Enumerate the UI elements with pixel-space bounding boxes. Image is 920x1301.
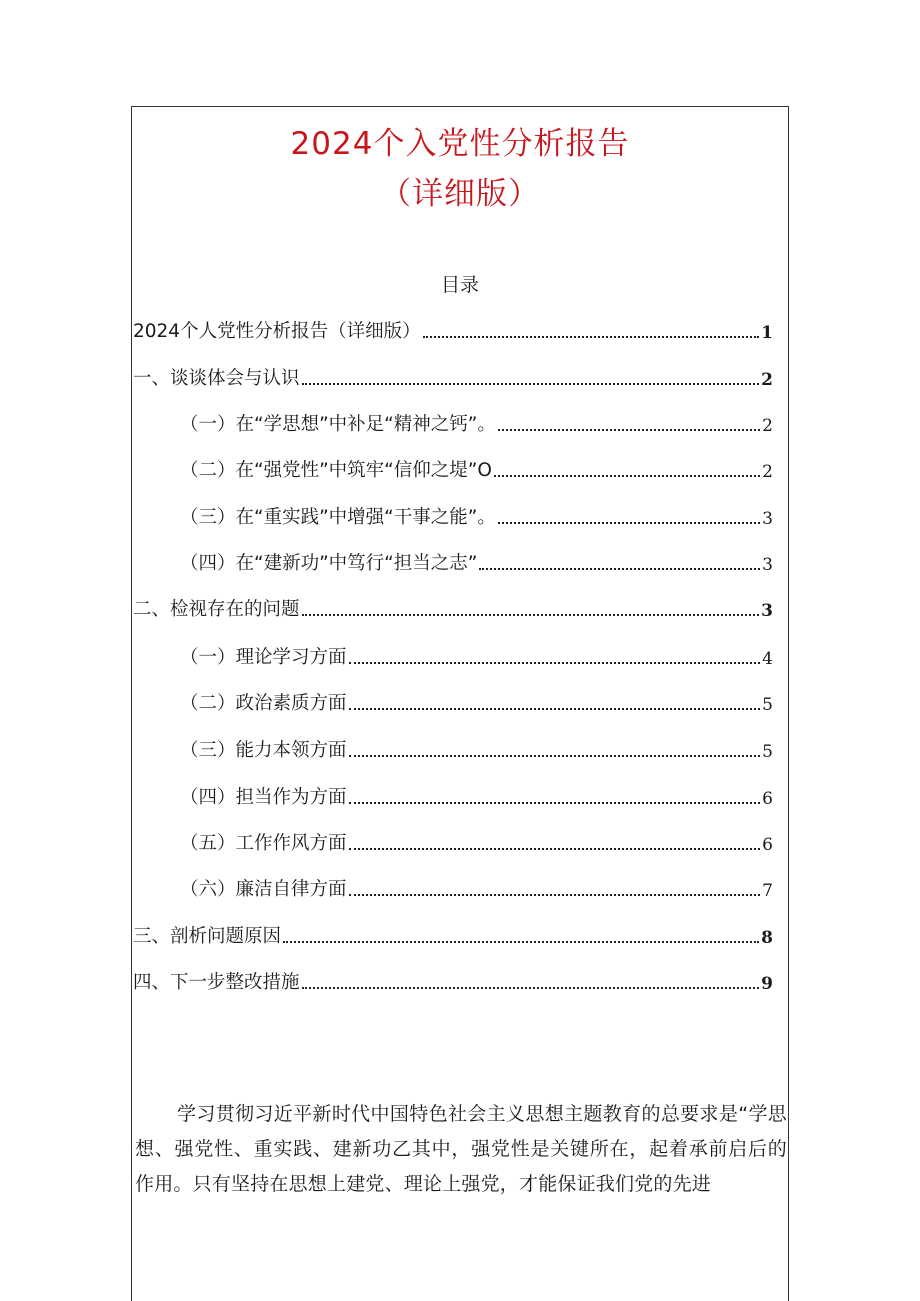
toc-page-number: 4	[762, 649, 773, 669]
toc-leader	[349, 802, 761, 804]
toc-page-number: 6	[762, 789, 773, 809]
toc-entry-label: 2024个人党性分析报告（详细版）	[133, 321, 421, 342]
toc-entry-section-2-3[interactable]	[180, 736, 773, 762]
toc-entry-section-3[interactable]	[133, 922, 773, 948]
toc-entry-section-2-4[interactable]	[180, 783, 773, 809]
toc-entry-section-2-2[interactable]	[180, 689, 773, 715]
toc-leader	[349, 894, 761, 896]
toc-leader	[349, 708, 761, 710]
toc-entry-section-1[interactable]	[133, 364, 773, 390]
toc-page-number: 3	[762, 555, 773, 575]
toc-entry-section-2-1[interactable]	[180, 643, 773, 669]
toc-entry-label: （三）在“重实践”中增强“干事之能”。	[180, 507, 496, 528]
toc-entry-label: （二）政治素质方面	[180, 693, 347, 714]
toc-page-number: 2	[762, 462, 773, 482]
toc-page-number: 8	[761, 928, 773, 948]
toc-page-number: 5	[762, 695, 773, 715]
toc-page-number: 3	[762, 509, 773, 529]
toc-leader	[302, 383, 760, 385]
toc-heading: 目录	[440, 274, 479, 296]
toc-entry-section-2-6[interactable]	[180, 875, 773, 901]
document-subtitle: （详细版）	[380, 176, 540, 212]
toc-entry-report-title[interactable]	[133, 317, 773, 343]
toc-entry-section-2-5[interactable]	[180, 829, 773, 855]
toc-entry-label: （一）理论学习方面	[180, 647, 347, 668]
toc-entry-section-1-3[interactable]	[180, 503, 773, 529]
toc-leader	[498, 429, 760, 431]
toc-leader	[349, 662, 761, 664]
toc-entry-label: （五）工作作风方面	[180, 833, 347, 854]
toc-page-number: 2	[762, 416, 773, 436]
toc-leader	[494, 475, 760, 477]
toc-entry-label: （四）担当作为方面	[180, 787, 347, 808]
toc-entry-section-1-1[interactable]	[180, 410, 773, 436]
toc-leader	[283, 941, 759, 943]
toc-leader	[302, 987, 760, 989]
toc-entry-label: （三）能力本领方面	[180, 740, 347, 761]
toc-entry-label: 二、检视存在的问题	[133, 599, 300, 620]
toc-entry-section-1-4[interactable]	[180, 549, 773, 575]
toc-entry-section-1-2[interactable]	[180, 456, 773, 482]
intro-paragraph: 学习贯彻习近平新时代中国特色社会主义思想主题教育的总要求是“学思想、强党性、重实践、建新功乙其中，强党性是关键所在，起着承前启后的作用。只有坚持在思想上建党、理论上强党，才能保证我们党的先进	[135, 1103, 787, 1195]
document-title: 2024个入党性分析报告	[290, 126, 630, 162]
toc-leader	[498, 522, 760, 524]
toc-page-number: 9	[761, 974, 773, 994]
toc-entry-label: （一）在“学思想”中补足“精神之钙”。	[180, 414, 496, 435]
toc-entry-label: 一、谈谈体会与认识	[133, 368, 300, 389]
toc-page-number: 1	[761, 323, 773, 343]
toc-entry-section-2[interactable]	[133, 595, 773, 621]
toc-leader	[349, 848, 761, 850]
toc-leader	[302, 614, 760, 616]
toc-page-number: 7	[762, 881, 773, 901]
toc-page-number: 2	[761, 370, 773, 390]
toc-entry-label: （六）廉洁自律方面	[180, 879, 347, 900]
toc-entry-label: 四、下一步整改措施	[133, 972, 300, 993]
toc-leader	[479, 568, 760, 570]
toc-leader	[423, 336, 760, 338]
toc-page-number: 5	[762, 742, 773, 762]
toc-entry-label: （四）在“建新功”中笃行“担当之志”	[180, 553, 478, 574]
toc-page-number: 6	[762, 835, 773, 855]
toc-entry-label: （二）在“强党性”中筑牢“信仰之堤”O	[180, 460, 492, 481]
toc-entry-label: 三、剖析问题原因	[133, 926, 282, 947]
toc-leader	[349, 755, 761, 757]
toc-entry-section-4[interactable]	[133, 968, 773, 994]
toc-page-number: 3	[761, 601, 773, 621]
